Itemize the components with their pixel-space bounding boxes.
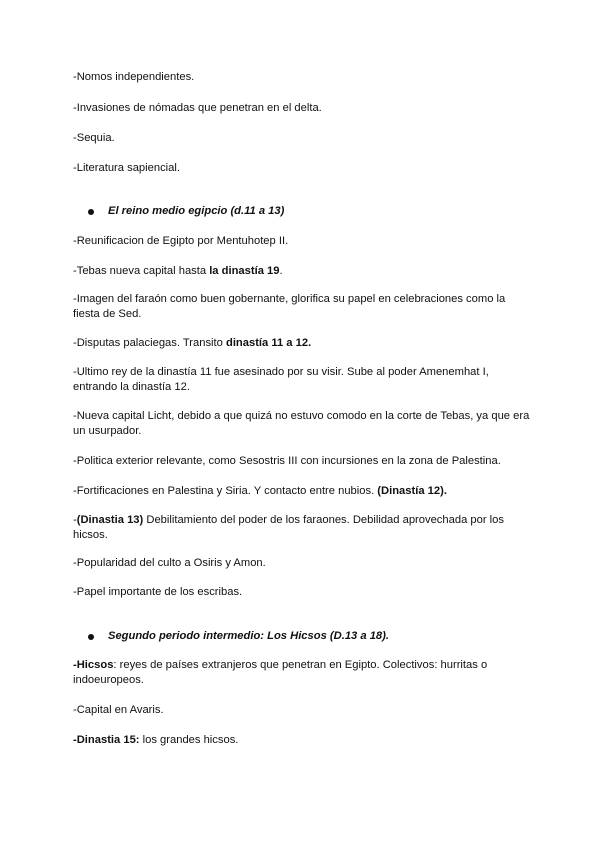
text-paragraph: -Ultimo rey de la dinastía 11 fue asesinado por su visir. Sube al poder Amenemhat I, entrando la dinastía 12.	[73, 366, 489, 393]
text-line: -Papel importante de los escribas.	[73, 586, 243, 598]
text-paragraph: -Nueva capital Licht, debido a que quizá no estuvo comodo en la corte de Tebas, ya que era un usurpador.	[73, 410, 530, 437]
text-line: -Tebas nueva capital hasta la dinastía 19.	[73, 265, 283, 277]
heading-text: Segundo periodo intermedio: Los Hicsos (D.13 a 18).	[108, 630, 389, 642]
text-line: -Invasiones de nómadas que penetran en el delta.	[73, 102, 322, 114]
bullet-icon	[88, 209, 94, 215]
text-paragraph: -(Dinastia 13) Debilitamiento del poder de los faraones. Debilidad aprovechada por los hicsos.	[73, 514, 504, 541]
bullet-icon	[88, 634, 94, 640]
text-line: -Nomos independientes.	[73, 71, 195, 83]
text-line: -Fortificaciones en Palestina y Siria. Y contacto entre nubios. (Dinastía 12).	[73, 485, 447, 497]
text-paragraph: -Hicsos: reyes de países extranjeros que penetran en Egipto. Colectivos: hurritas o indoeuropeos.	[73, 659, 488, 686]
text-line: -Literatura sapiencial.	[73, 162, 180, 174]
text-line: -Reunificacion de Egipto por Mentuhotep II.	[73, 235, 289, 247]
heading-text: El reino medio egipcio (d.11 a 13)	[108, 205, 285, 217]
text-line: -Politica exterior relevante, como Sesostris III con incursiones en la zona de Palestina.	[73, 455, 501, 467]
text-line: -Capital en Avaris.	[73, 704, 164, 716]
text-line: -Popularidad del culto a Osiris y Amon.	[73, 557, 266, 569]
text-line: -Sequia.	[73, 132, 115, 144]
text-line: -Dinastia 15: los grandes hicsos.	[73, 734, 239, 746]
text-line: -Disputas palaciegas. Transito dinastía 11 a 12.	[73, 337, 312, 349]
text-paragraph: -Imagen del faraón como buen gobernante, glorifica su papel en celebraciones como la fiesta de Sed.	[73, 293, 506, 320]
